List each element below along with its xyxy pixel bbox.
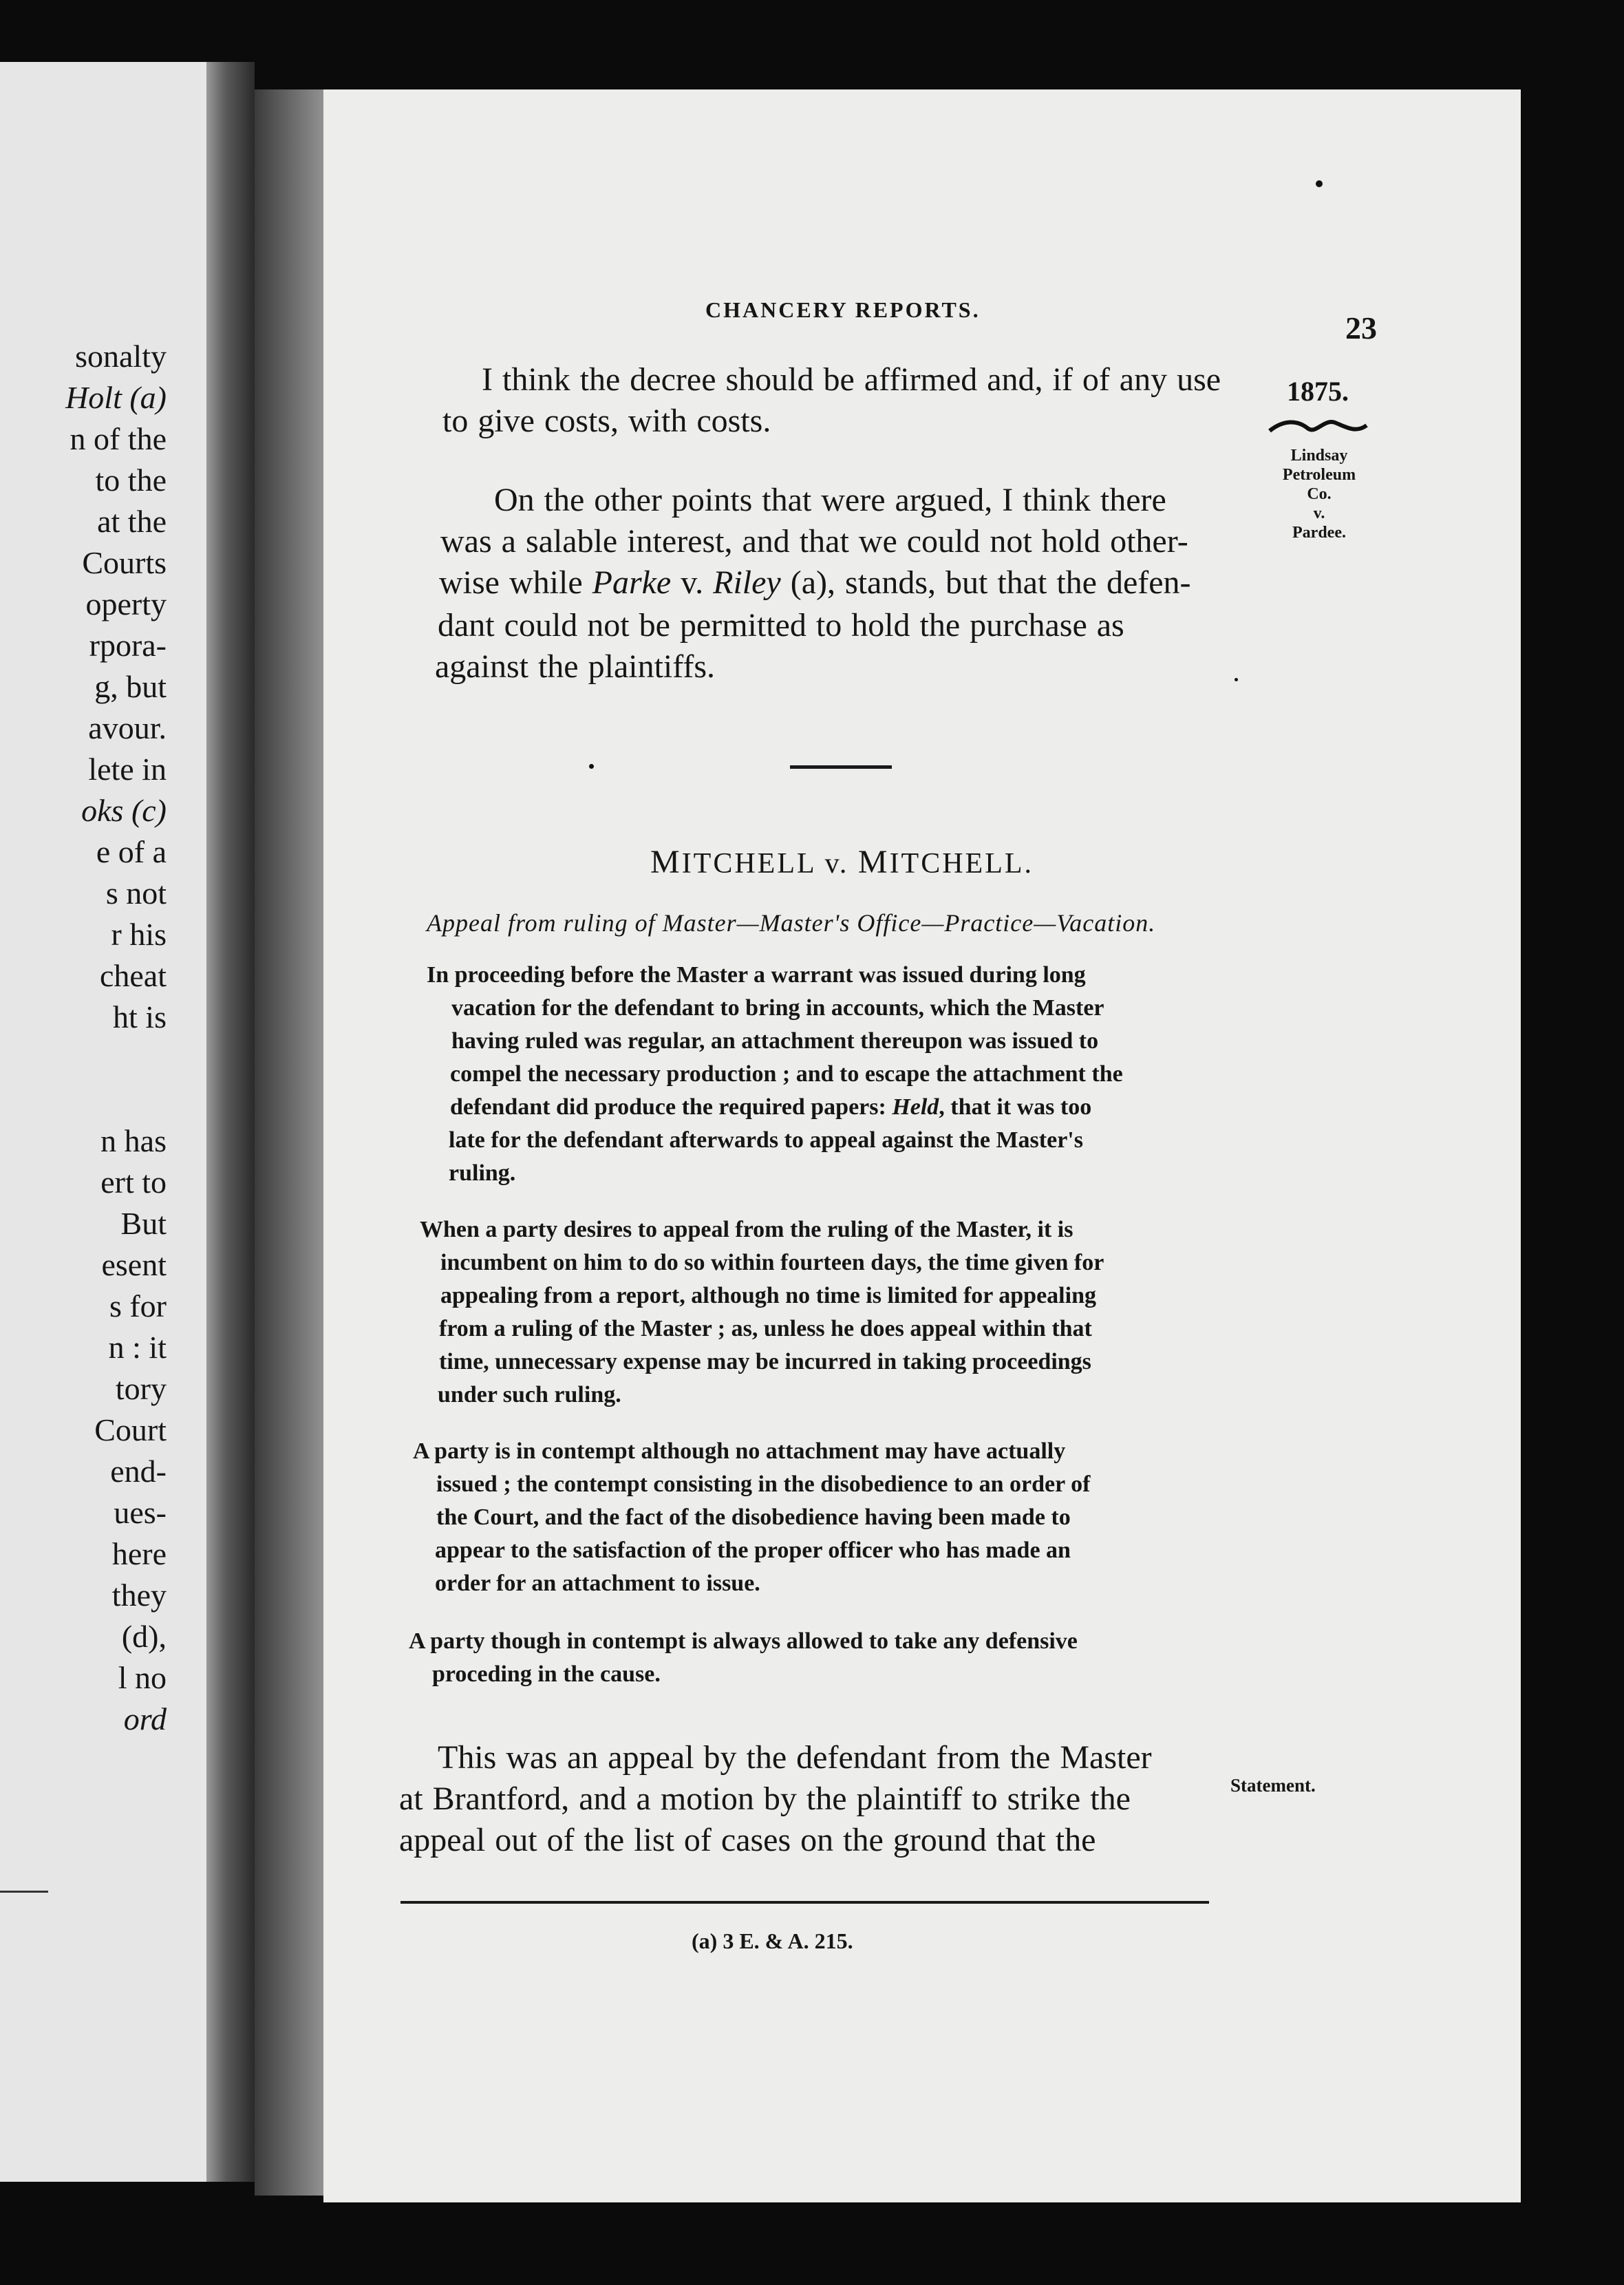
section-divider (790, 765, 892, 769)
facing-line: ues- (114, 1495, 167, 1530)
headnote-line: A party is in contempt although no attachment may have actually (413, 1438, 1066, 1464)
footnote-rule (400, 1901, 1209, 1904)
facing-line: operty (85, 586, 167, 621)
headnote-line: ruling. (449, 1160, 516, 1186)
italic-run: Riley (713, 564, 781, 601)
opening-line: I think the decree should be affirmed and, if of any use (482, 361, 1221, 398)
facing-line: oks (c) (81, 793, 167, 828)
headnote-line: vacation for the defendant to bring in accounts, which the Master (451, 995, 1104, 1021)
facing-line: to the (95, 463, 167, 498)
facing-line: e of a (96, 834, 167, 869)
facing-line: here (111, 1536, 167, 1571)
headnote-line: having ruled was regular, an attachment thereupon was issued to (451, 1028, 1099, 1054)
facing-line: avour. (88, 710, 167, 745)
title-rest: ITCHELL (681, 848, 816, 880)
text-run: wise while (439, 564, 592, 601)
facing-line: r his (111, 917, 167, 952)
title-v: v. (815, 848, 858, 880)
case-title (650, 843, 1034, 881)
headnote-line: time, unnecessary expense may be incurred in taking proceedings (439, 1349, 1091, 1374)
opening-line: On the other points that were argued, I think there (494, 482, 1166, 518)
opening-line: was a salable interest, and that we could not hold other- (440, 523, 1188, 560)
headnote-line: incumbent on him to do so within fourteen days, the time given for (440, 1250, 1104, 1275)
facing-line: at the (97, 504, 167, 539)
headnote-line: late for the defendant afterwards to appeal against the Master's (449, 1127, 1083, 1153)
statement-line: at Brantford, and a motion by the plaintiff to strike the (399, 1781, 1131, 1817)
opening-line: to give costs, with costs. (442, 403, 771, 439)
title-cap: M (650, 844, 682, 880)
facing-line: g, but (94, 669, 167, 704)
facing-line: Courts (82, 545, 167, 580)
facing-line: lete in (88, 752, 167, 787)
scan-speck (589, 764, 594, 769)
facing-line: esent (101, 1247, 167, 1282)
opening-line (439, 566, 1191, 599)
text-run: defendant did produce the required papers: (450, 1094, 886, 1120)
statement-line: appeal out of the list of cases on the ground that the (399, 1822, 1096, 1858)
headnote-line: under such ruling. (438, 1382, 621, 1407)
headnote-line: appealing from a report, although no time is limited for appealing (440, 1283, 1096, 1308)
headnote-line: order for an attachment to issue. (435, 1571, 760, 1596)
facing-line: s for (109, 1288, 167, 1324)
facing-line: end- (110, 1454, 167, 1489)
margin-case-line: Lindsay (1290, 447, 1348, 465)
scan-speck (1316, 180, 1323, 187)
opening-line: against the plaintiffs. (435, 648, 716, 685)
facing-line: they (111, 1577, 167, 1613)
facing-line: rpora- (89, 628, 167, 663)
footnote: (a) 3 E. & A. 215. (692, 1928, 853, 1953)
facing-line: ert to (100, 1165, 167, 1200)
case-subtitle: Appeal from ruling of Master—Master's Office—Practice—Vacation. (427, 909, 1156, 937)
headnote-line: from a ruling of the Master ; as, unless he does appeal within that (439, 1316, 1092, 1341)
scan-speck (1235, 678, 1238, 681)
statement-line: This was an appeal by the defendant from the Master (438, 1739, 1152, 1776)
facing-line: n : it (108, 1330, 167, 1365)
facing-line: cheat (99, 958, 167, 993)
facing-footnote-rule (0, 1891, 48, 1893)
facing-line: n of the (70, 421, 167, 456)
held-italic: Held (892, 1094, 939, 1120)
text-run: (a), stands, but that the defen- (780, 564, 1191, 601)
title-cap: M (857, 844, 890, 880)
facing-page-gutter (206, 62, 255, 2182)
ornament-swash-icon (1266, 413, 1369, 440)
facing-line: ht is (113, 999, 167, 1034)
facing-line: tory (115, 1371, 167, 1406)
page-number: 23 (1345, 310, 1377, 346)
headnote-line: In proceeding before the Master a warrant was issued during long (427, 962, 1086, 988)
facing-line: s not (105, 875, 167, 911)
margin-case-line: Petroleum (1282, 466, 1356, 484)
margin-case-line: Co. (1307, 485, 1332, 503)
headnote-line: compel the necessary production ; and to escape the attachment the (450, 1061, 1123, 1087)
facing-line: Holt (a) (65, 380, 167, 415)
facing-line: (d), (121, 1619, 167, 1654)
opening-line: dant could not be permitted to hold the purchase as (438, 607, 1124, 644)
headnote-line: When a party desires to appeal from the ruling of the Master, it is (420, 1217, 1073, 1242)
margin-case-line: Pardee. (1292, 524, 1346, 542)
headnote-line: the Court, and the fact of the disobedience having been made to (436, 1505, 1071, 1530)
facing-line: l no (118, 1660, 167, 1695)
headnote-line (450, 1096, 1091, 1119)
book-spine-shadow (255, 89, 330, 2196)
margin-year: 1875. (1287, 376, 1349, 407)
facing-line: Court (94, 1412, 167, 1447)
facing-page (0, 62, 206, 2182)
facing-line: ord (123, 1701, 167, 1736)
headnote-line: issued ; the contempt consisting in the disobedience to an order of (436, 1471, 1091, 1497)
margin-case-line: v. (1313, 504, 1325, 522)
headnote-line: proceding in the cause. (432, 1661, 661, 1687)
text-run: v. (671, 564, 714, 601)
running-head: CHANCERY REPORTS. (705, 297, 981, 322)
margin-case-name (1268, 446, 1371, 542)
headnote-line: A party though in contempt is always allowed to take any defensive (409, 1628, 1078, 1654)
text-run: , that it was too (939, 1094, 1092, 1120)
facing-line: But (120, 1206, 167, 1241)
facing-line: n has (100, 1123, 167, 1158)
facing-line: sonalty (75, 339, 167, 374)
italic-run: Parke (592, 564, 672, 601)
headnote-line: appear to the satisfaction of the proper officer who has made an (435, 1538, 1071, 1563)
title-rest: ITCHELL. (889, 848, 1034, 880)
margin-statement: Statement. (1230, 1775, 1316, 1796)
